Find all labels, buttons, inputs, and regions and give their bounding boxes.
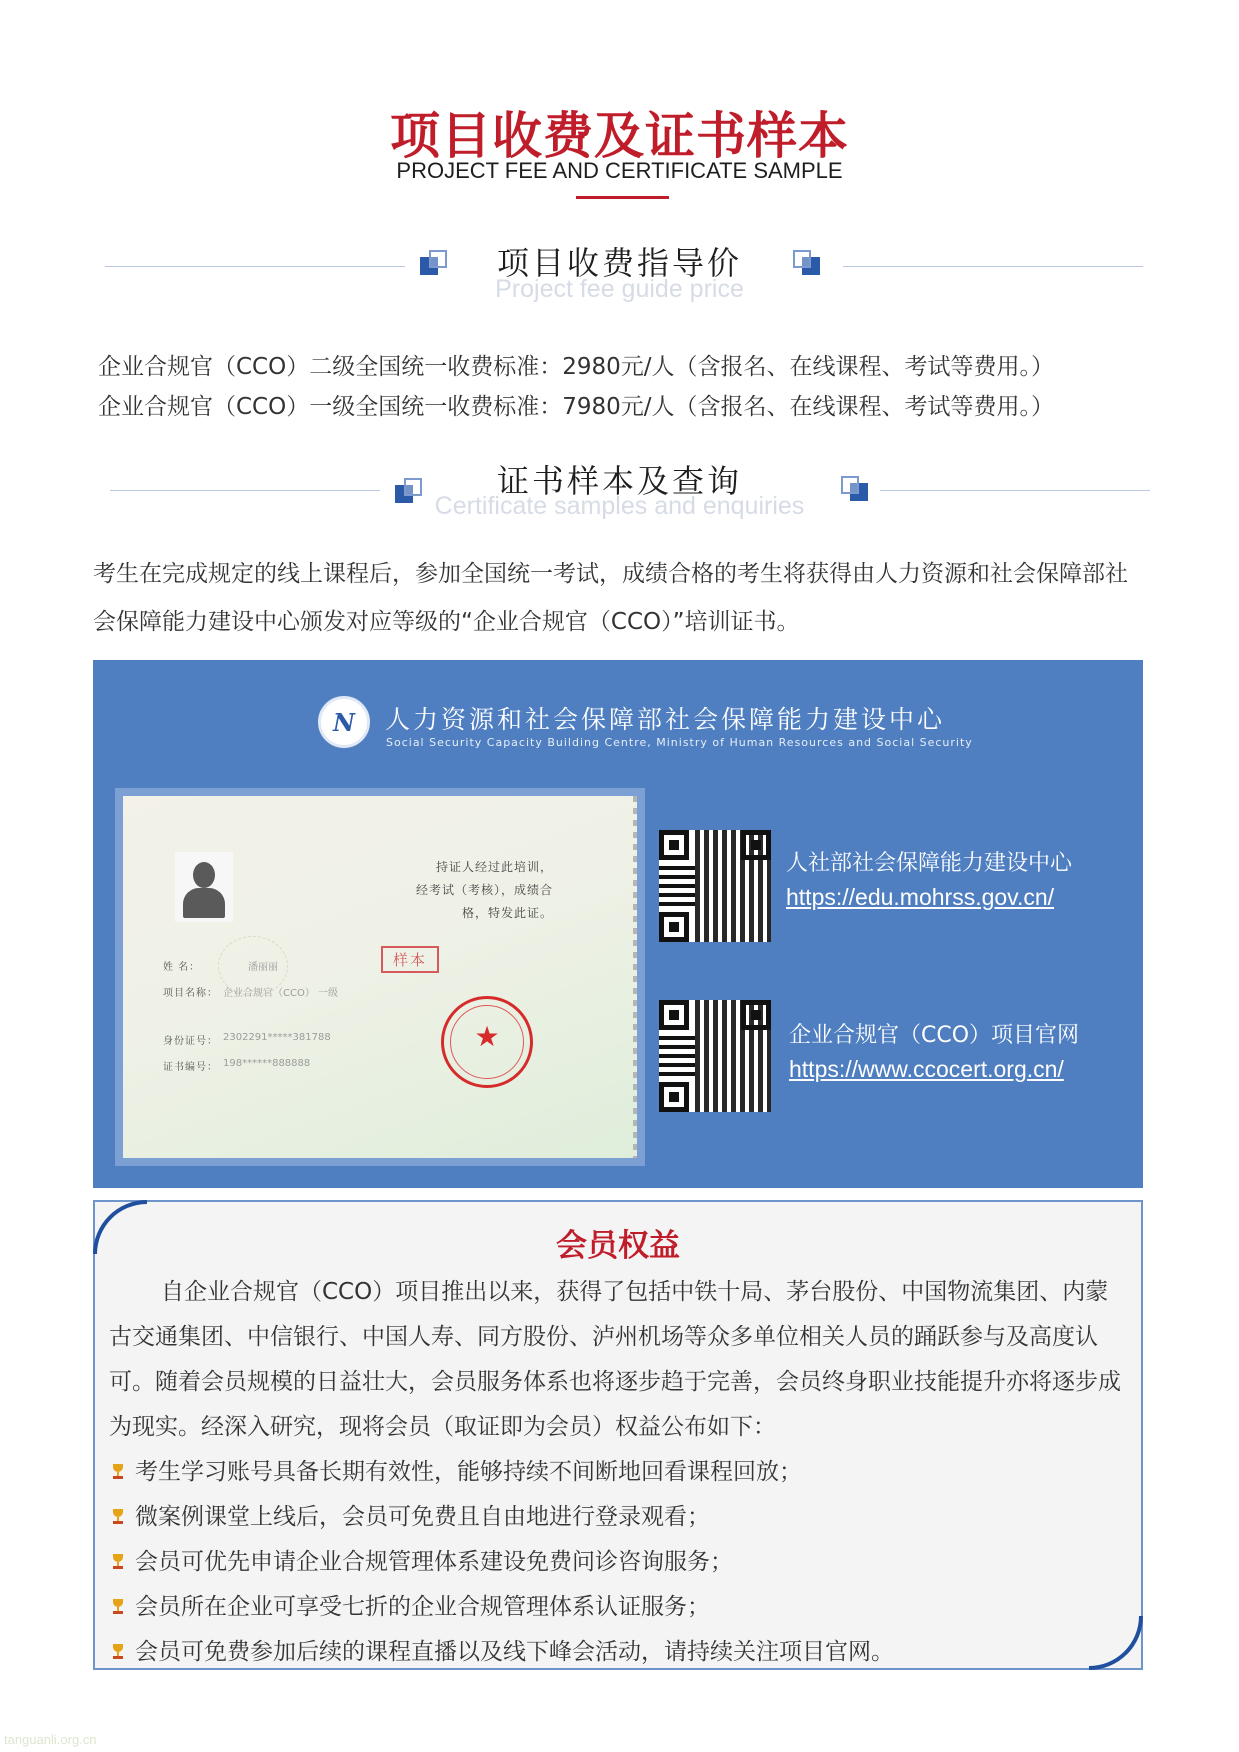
list-item <box>109 1540 1129 1585</box>
sample-stamp: 样本 <box>381 946 439 973</box>
fee-line-level1: 企业合规官（CCO）一级全国统一收费标准：7980元/人（含报名、在线课程、考试等费用。） <box>98 394 1055 420</box>
fee-line-level2: 企业合规官（CCO）二级全国统一收费标准：2980元/人（含报名、在线课程、考试等费用。） <box>98 354 1055 380</box>
field-label-cert-no: 证书编号： <box>163 1062 218 1073</box>
certificate-panel <box>93 660 1143 1188</box>
statement-line: 经考试（考核），成绩合 <box>415 883 553 897</box>
link-url-mohrss[interactable]: https://edu.mohrss.gov.cn/ <box>786 884 1055 910</box>
list-item-text: 会员可免费参加后续的课程直播以及线下峰会活动，请持续关注项目官网。 <box>135 1639 894 1665</box>
trophy-icon <box>111 1464 125 1480</box>
list-item <box>109 1495 1129 1540</box>
perforation-edge <box>633 796 637 1158</box>
page-subtitle: PROJECT FEE AND CERTIFICATE SAMPLE <box>396 158 843 183</box>
trophy-icon <box>111 1599 125 1615</box>
field-value-id: 2302291*****381788 <box>223 1032 331 1043</box>
benefits-paragraph: 自企业合规官（CCO）项目推出以来，获得了包括中铁十局、茅台股份、中国物流集团、内蒙古交通集团、中信银行、中国人寿、同方股份、泸州机场等众多单位相关人员的踊跃参与及高度认可。随着会员规模的日益壮大，会员服务体系也将逐步趋于完善，会员终身职业技能提升亦将逐步成为现实。经深入研究，现将会员（取证即为会员）权益公布如下： <box>109 1279 1121 1440</box>
list-item <box>109 1585 1129 1630</box>
benefits-list <box>109 1450 1129 1675</box>
site-watermark: tanguanli.org.cn <box>4 1732 97 1747</box>
official-seal-icon <box>441 996 533 1088</box>
list-item-text: 会员所在企业可享受七折的企业合规管理体系认证服务； <box>135 1594 710 1620</box>
field-value-cert-no: 198******888888 <box>223 1058 311 1069</box>
person-photo-icon <box>175 852 233 922</box>
field-value-name: 潘丽丽 <box>248 962 278 973</box>
list-item <box>109 1630 1129 1675</box>
trophy-icon <box>111 1509 125 1525</box>
benefits-title: 会员权益 <box>556 1228 680 1264</box>
list-item-text: 微案例课堂上线后，会员可免费且自由地进行登录观看； <box>135 1504 710 1530</box>
list-item-text: 会员可优先申请企业合规管理体系建设免费问诊咨询服务； <box>135 1549 733 1575</box>
link-name-ccocert: 企业合规官（CCO）项目官网 <box>789 1023 1080 1048</box>
qr-code-ccocert[interactable] <box>659 1000 771 1112</box>
link-name-mohrss: 人社部社会保障能力建设中心 <box>786 851 1073 876</box>
org-name-english: Social Security Capacity Building Centre, Ministry of Human Resources and Social Security <box>386 736 973 749</box>
list-item-text: 考生学习账号具备长期有效性，能够持续不间断地回看课程回放； <box>135 1459 802 1485</box>
org-logo-icon <box>318 696 370 748</box>
statement-line: 格，特发此证。 <box>461 906 553 920</box>
fee-section-subtitle: Project fee guide price <box>495 275 744 303</box>
certificate-image <box>115 788 645 1166</box>
field-label-project: 项目名称： <box>163 988 218 999</box>
link-url-ccocert[interactable]: https://www.ccocert.org.cn/ <box>789 1056 1064 1082</box>
trophy-icon <box>111 1554 125 1570</box>
trophy-icon <box>111 1644 125 1660</box>
cert-section-title: 证书样本及查询 <box>496 462 742 500</box>
title-underline <box>576 196 669 199</box>
list-item <box>109 1450 1129 1495</box>
certificate-sample <box>123 796 637 1158</box>
org-logo-letter: N <box>333 708 355 737</box>
qr-code-mohrss[interactable] <box>659 830 771 942</box>
org-name: 人力资源和社会保障部社会保障能力建设中心 <box>385 705 946 734</box>
seal-star-icon: ★ <box>474 1020 500 1053</box>
field-value-project: 企业合规官（CCO） 一级 <box>223 988 339 999</box>
field-label-id: 身份证号： <box>163 1036 218 1047</box>
page-title: 项目收费及证书样本 <box>390 107 849 165</box>
cert-section-subtitle: Certificate samples and enquiries <box>434 492 805 520</box>
fee-section-title: 项目收费指导价 <box>496 244 742 282</box>
member-benefits-box <box>93 1200 1143 1670</box>
statement-line: 持证人经过此培训， <box>435 860 553 874</box>
cert-intro-text: 考生在完成规定的线上课程后，参加全国统一考试，成绩合格的考生将获得由人力资源和社会保障部社会保障能力建设中心颁发对应等级的“企业合规官（CCO）”培训证书。 <box>93 561 1128 635</box>
field-label-name: 姓 名： <box>163 962 201 973</box>
certificate-statement <box>393 856 553 925</box>
